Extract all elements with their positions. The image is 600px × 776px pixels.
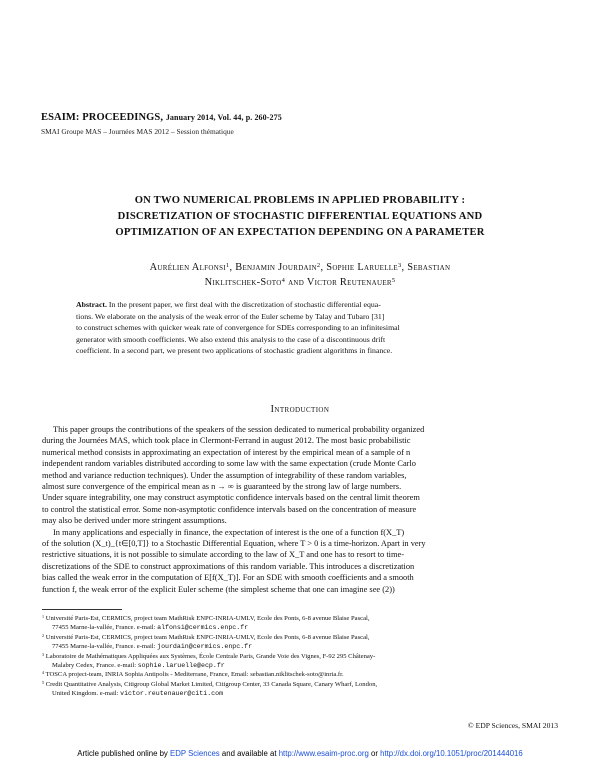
body-text — [42, 424, 559, 595]
footnote-text: TOSCA project-team, INRIA Sophia Antipolis - Mediterrane, France, Email: sebastian.niklitschek-soto@inria.fr. — [45, 671, 344, 679]
body-line: Under square integrability, one may construct asymptotic confidence intervals based on the central limit theorem — [42, 493, 420, 503]
footnote-cont — [42, 623, 559, 632]
title-line: DISCRETIZATION OF STOCHASTIC DIFFERENTIAL EQUATIONS AND — [117, 211, 483, 222]
footnote — [42, 652, 559, 661]
author-name: Niklitschek-Soto — [204, 277, 282, 288]
author-affil: 1 — [225, 261, 230, 269]
journal-name: ESAIM: PROCEEDINGS, — [41, 112, 164, 123]
body-line: may also be derived under more stringent assumptions. — [42, 516, 227, 526]
body-line: function f, the weak error of the explicit Euler scheme (the simplest scheme that one can imagine see (2)) — [42, 584, 395, 594]
abstract-label: Abstract. — [76, 300, 107, 309]
title-line: OPTIMIZATION OF AN EXPECTATION DEPENDING ON A PARAMETER — [115, 227, 485, 238]
footnote-number: 3 — [42, 651, 45, 657]
body-line: This paper groups the contributions of the speakers of the session dedicated to numerical probability organized — [53, 425, 425, 434]
copyright: © EDP Sciences, SMAI 2013 — [467, 721, 558, 730]
footer-text: Article published online by — [77, 749, 168, 758]
footnote-text: Université Paris-Est, CERMICS, project team MathRisk ENPC-INRIA-UMLV, Ecole des Ponts, 6-8 avenue Blaise Pascal, — [45, 615, 370, 622]
author-affil: 4 — [281, 276, 286, 284]
footnote — [42, 670, 559, 679]
journal-meta: January 2014, Vol. 44, p. 260-275 — [165, 113, 282, 122]
author-name: Sebastian — [407, 262, 451, 273]
footnote-number: 4 — [42, 670, 45, 676]
body-line: numerical method consists in approximating an expectation of interest by the empirical mean of a sample of n — [42, 447, 411, 457]
abstract-line: generator with smooth coefficients. We also extend this analysis to the case of a discontinuous drift — [76, 334, 386, 344]
author-affil: 2 — [316, 261, 321, 269]
author-line: Aurélien Alfonsi$^1$, Benjamin Jourdain$^2$, Sophie Laruelle$^3$, Sebastian — [149, 261, 451, 273]
author-line — [40, 275, 560, 290]
abstract-line: coefficient. In a second part, we present two applications of stochastic gradient algorithms in finance. — [76, 346, 393, 356]
footnote-email[interactable]: alfonsi@cermics.enpc.fr — [157, 624, 249, 632]
body-line: restrictive situations, it is not possible to simulate according to the law of X_T and one has to resort to time- — [42, 550, 404, 560]
abstract-line: tions. We elaborate on the analysis of the weak error of the Euler scheme by Talay and Tubaro [31] — [76, 311, 385, 321]
footnote-text: 77455 Marne-la-vallée, France. e-mail: — [52, 624, 156, 632]
footnote-number: 5 — [42, 679, 45, 685]
body-line: method and variance reduction techniques). Under the assumption of integrability of these random variables, — [42, 470, 407, 480]
body-line: bias called the weak error in the computation of E[f(X_T)]. For an SDE with smooth coefficients and a smooth — [42, 573, 414, 583]
abstract-line: to construct schemes with quicker weak rate of convergence for SDEs corresponding to an infinitesimal — [76, 323, 400, 333]
footnote-rule — [42, 609, 122, 610]
author-name: Sophie Laruelle — [326, 262, 398, 273]
doi-link[interactable]: http://dx.doi.org/10.1051/proc/201444016 — [380, 749, 523, 758]
footnote-text: United Kingdom. e-mail: — [52, 690, 119, 698]
body-line: In many applications and especially in finance, the expectation of interest is the one of a function f(X_T) — [53, 527, 405, 537]
footnote-text: Laboratoire de Mathématiques Appliquées aux Systèmes, École Centrale Paris, Grande Voie des Vignes, F-92 295 Châtenay- — [45, 652, 376, 660]
abstract — [76, 299, 527, 357]
journal-subline: SMAI Groupe MAS – Journées MAS 2012 – Session thématique — [41, 127, 234, 136]
title-line: ON TWO NUMERICAL PROBLEMS IN APPLIED PROBABILITY : — [134, 195, 466, 206]
footer-text: or — [371, 749, 378, 758]
body-line: independent random variables distributed according to some law with the same expectation (crude Monte Carlo — [42, 459, 416, 469]
footnote-number: 2 — [42, 632, 45, 638]
body-line: discretizations of the SDE to construct approximations of this random variable. This introduces a discretization — [42, 561, 415, 571]
footnote — [42, 680, 559, 689]
footnote-text: 77455 Marne-la-vallée, France. e-mail: — [52, 643, 156, 651]
footnote-text: Malabry Cedex, France. e-mail: — [52, 662, 137, 670]
journal-url-link[interactable]: http://www.esaim-proc.org — [278, 749, 369, 758]
publisher-link[interactable]: EDP Sciences — [170, 749, 220, 758]
footnote-email[interactable]: jourdain@cermics.enpc.fr — [157, 643, 253, 651]
footnote-cont — [42, 642, 559, 651]
footnote-email[interactable]: victor.reutenauer@citi.com — [120, 690, 224, 698]
section-heading: Introduction — [270, 404, 330, 415]
author-affil: 5 — [391, 276, 396, 284]
footnotes — [42, 614, 559, 699]
author-name: Benjamin Jourdain — [235, 262, 317, 273]
footnote-cont — [42, 661, 559, 670]
publication-footer — [0, 749, 600, 758]
footnote — [42, 633, 559, 642]
footnote-text: Credit Quantitative Analysis, Citigroup Global Market Limited, Citigroup Center, 33 Canada Square, Canary Wharf, London, — [45, 680, 378, 688]
author-list — [40, 260, 560, 290]
footnote-number: 1 — [42, 613, 45, 619]
footer-text: and available at — [221, 749, 277, 758]
journal-header — [41, 112, 561, 123]
paper-title — [40, 193, 560, 241]
footnote-email[interactable]: sophie.laruelle@ecp.fr — [137, 662, 225, 670]
body-line: almost sure convergence of the empirical mean as n → ∞ is guaranteed by the strong law of large numbers. — [42, 482, 402, 492]
body-line: to control the statistical error. Some non-asymptotic confidence intervals based on the concentration of measure — [42, 504, 417, 514]
author-affil: 3 — [397, 261, 402, 269]
author-name: Aurélien Alfonsi — [149, 262, 226, 273]
body-line: during the Journées MAS, which took place in Clermont-Ferrand in august 2012. The most basic probabilistic — [42, 436, 411, 446]
abstract-line — [76, 299, 527, 311]
abstract-text: In the present paper, we first deal with the discretization of stochastic differential equa- — [108, 300, 381, 309]
footnote-text: Université Paris-Est, CERMICS, project team MathRisk ENPC-INRIA-UMLV, Ecole des Ponts, 6-8 avenue Blaise Pascal, — [45, 633, 370, 641]
footnote — [42, 614, 559, 623]
author-name: Victor Reutenauer — [306, 277, 392, 288]
footnote-cont — [42, 689, 559, 698]
author-and: and — [288, 277, 305, 288]
body-line: of the solution (X_t)_{t∈[0,T]} to a Stochastic Differential Equation, where T > 0 is a time-horizon. Apart in very — [42, 539, 426, 549]
